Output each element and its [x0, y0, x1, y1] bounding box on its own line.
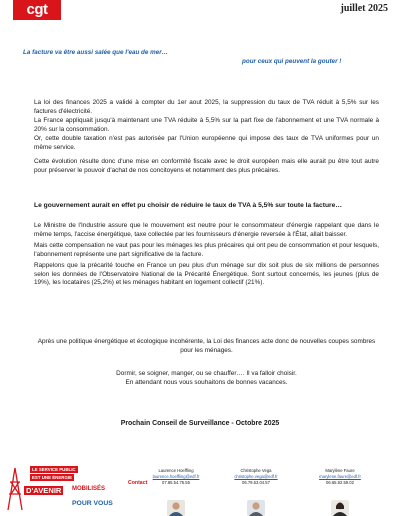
headline-hook-1: La facture va être aussi salée que l'eau de mer…: [23, 49, 168, 56]
body-paragraph-3: Rappelons que la précarité touche en France un peu plus d'un ménage sur dix soit plus de six millions de personnes selon les données de l'Observatoire National de la Précarité Énergétique. Sont surtout concernés, les jeunes (plus de 19%), les locataires (25,2%) et les ménages habitant en logement collectif (21%).: [34, 261, 379, 287]
closing-section-2: [34, 370, 379, 388]
promo-banner: [0, 462, 120, 516]
document-date: juillet 2025: [340, 3, 388, 14]
body-section: [34, 222, 379, 288]
contact-card-3: [300, 468, 380, 486]
closing-line-choose: Dormir, se soigner, manger, ou se chauffer…. Il va falloir choisir.: [116, 370, 297, 377]
pylon-icon: [4, 466, 26, 512]
contact-label: Contact: [128, 480, 148, 486]
closing-line-holidays: En attendant nous vous souhaitons de bonnes vacances.: [125, 378, 288, 386]
promo-tag-service-public: LE SERVICE PUBLIC: [32, 467, 76, 472]
footer: [0, 462, 400, 516]
contact-phone: 07.85.54.75.55: [162, 480, 190, 485]
intro-paragraph-2: La France appliquait jusqu'à maintenant une TVA réduite à 5,5% sur la part fixe de l'abonnement et une TVA normale à 20% sur la consommation.: [34, 116, 379, 133]
promo-tag-avenir: D'AVENIR: [26, 486, 62, 495]
contact-email-link[interactable]: christophe.vega@edf.fr: [234, 474, 278, 479]
next-meeting: Prochain Conseil de Surveillance - Octobre 2025: [120, 420, 280, 427]
contact-card-1: [136, 468, 216, 486]
avatar: [167, 500, 185, 516]
contact-name: Marylène Faure: [325, 468, 355, 473]
contact-email-link[interactable]: marylene.faure@edf.fr: [319, 474, 361, 479]
contact-name: Laurence Hoeffling: [158, 468, 194, 473]
contact-card-2: [216, 468, 296, 486]
promo-mobilises: MOBILISÉS: [72, 486, 106, 492]
intro-section: [34, 99, 379, 152]
intro-paragraph-3: Or, cette double taxation n'est pas autorisée par l'Union européenne qui impose des taux de TVA uniformes pour un même service.: [34, 134, 379, 151]
headline-hook-2: pour ceux qui peuvent la gouter !: [242, 58, 342, 65]
contact-email-link[interactable]: laurence.hoeffling@edf.fr: [152, 474, 200, 479]
intro-paragraph-1: La loi des finances 2025 a validé à compter du 1er aout 2025, la suppression du taux de TVA réduit à 5,5% sur les factures d'électricité.: [34, 99, 379, 115]
cgt-logo: cgt: [13, 0, 61, 20]
body-paragraph-2: Mais cette compensation ne vaut pas pour les ménages les plus précaires qui ont peu de consommation et pour lesquels, l'abonnement représente une part significative de la facture.: [34, 241, 379, 258]
avatar: [331, 500, 349, 516]
promo-pour-vous: POUR VOUS: [72, 500, 113, 507]
contact-name: Christophe Vega: [240, 468, 272, 473]
closing-paragraph-1: Après une politique énergétique et écologique incohérente, la Loi des finances acte donc de nouvelles coupes sombres pour les ménages.: [37, 338, 376, 354]
evolution-paragraph: Cette évolution résulte donc d'une mise en conformité fiscale avec le droit européen mais elle aurait pu être tout autre pour préserver le pouvoir d'achat de nos concitoyens et notamment des plus précaires.: [34, 158, 379, 174]
closing-section: [34, 338, 379, 356]
promo-tag-energie: EST UNE ÉNERGIE: [32, 475, 73, 480]
body-paragraph-1: Le Ministre de l'Industrie assure que le mouvement est neutre pour le consommateur d'énergie rappelant que dans le même temps, l'accise énergétique, taxe collectée par les fournisseurs d'énergie reversée à l'État, allait baisser.: [34, 222, 379, 238]
lead-statement: Le gouvernement aurait en effet pu choisir de réduire le taux de TVA à 5,5% sur toute la facture…: [34, 202, 343, 209]
contact-phone: 06.79.63.04.57: [242, 480, 270, 485]
avatar: [247, 500, 265, 516]
contact-phone: 06.65.92.59.02: [326, 480, 354, 485]
